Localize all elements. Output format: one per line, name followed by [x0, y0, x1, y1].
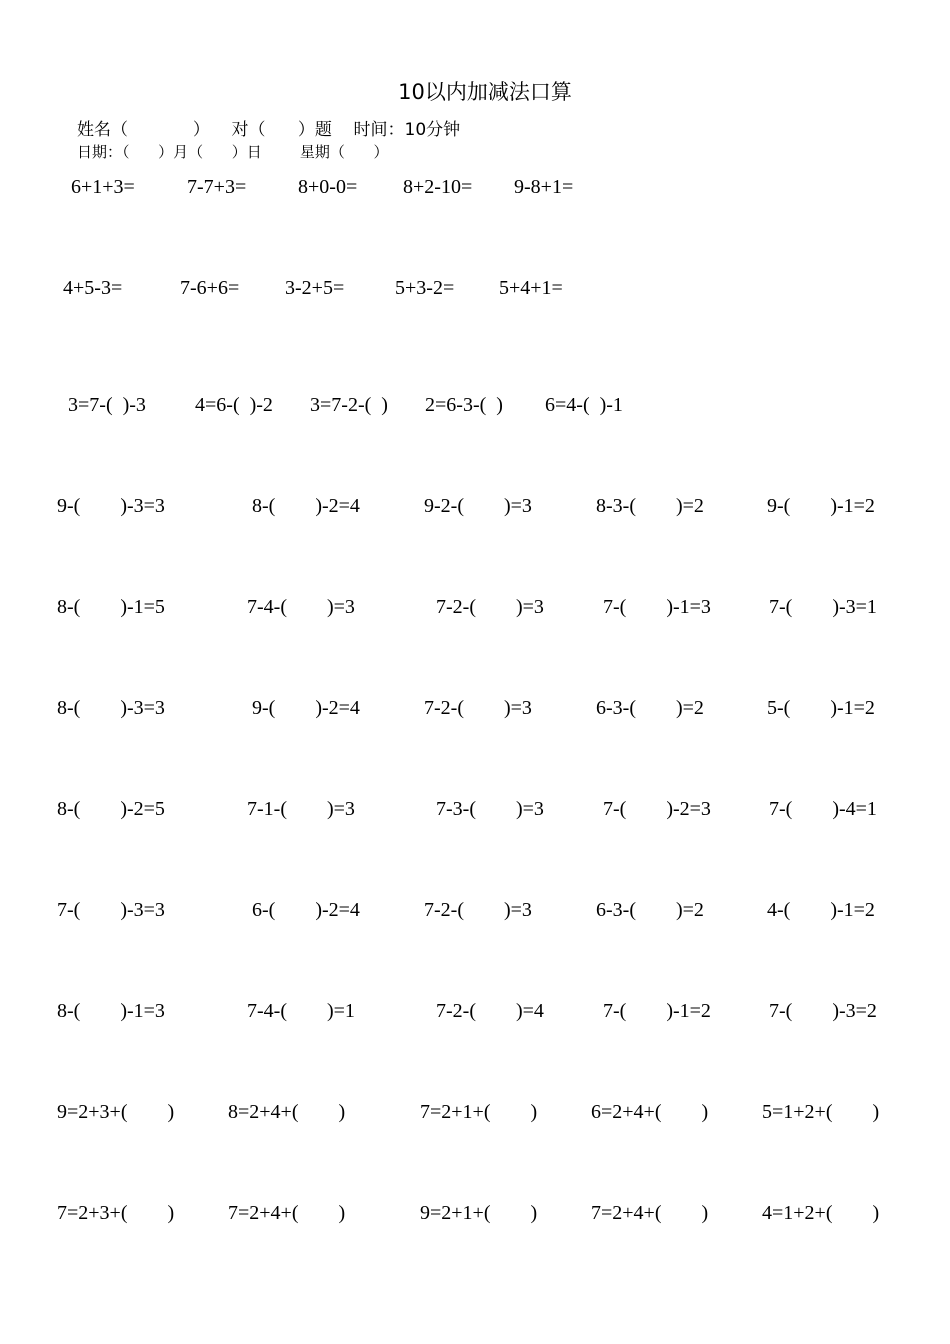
problem: 7-( )-3=3 — [57, 899, 165, 921]
page-title: 10以内加减法口算 — [398, 80, 572, 104]
problem-row — [0, 696, 950, 726]
problem: 9-8+1= — [514, 176, 574, 198]
problem: 3-2+5= — [285, 277, 345, 299]
problem: 7-( )-2=3 — [603, 798, 711, 820]
problem: 7-2-( )=3 — [424, 697, 532, 719]
problem: 9-( )-2=4 — [252, 697, 360, 719]
problem: 6=2+4+( ) — [591, 1101, 709, 1123]
problem: 6-3-( )=2 — [596, 899, 704, 921]
date-info-line: 日期：（ ）月（ ）日 星期（ ） — [77, 143, 389, 161]
problem: 4=1+2+( ) — [762, 1202, 880, 1224]
problem: 6+1+3= — [71, 176, 135, 198]
problem: 9-2-( )=3 — [424, 495, 532, 517]
problem: 9=2+1+( ) — [420, 1202, 538, 1224]
problem: 7=2+1+( ) — [420, 1101, 538, 1123]
problem: 7-( )-4=1 — [769, 798, 877, 820]
problem: 7-( )-3=1 — [769, 596, 877, 618]
problem: 8+2-10= — [403, 176, 473, 198]
problem-row — [0, 276, 950, 306]
problem: 7-2-( )=4 — [436, 1000, 544, 1022]
problem: 9=2+3+( ) — [57, 1101, 175, 1123]
problem: 4-( )-1=2 — [767, 899, 875, 921]
problem: 7-3-( )=3 — [436, 798, 544, 820]
problem-row — [0, 595, 950, 625]
problem: 5+4+1= — [499, 277, 563, 299]
problem-row — [0, 898, 950, 928]
problem: 4+5-3= — [63, 277, 123, 299]
problem: 8-( )-2=5 — [57, 798, 165, 820]
problem: 5-( )-1=2 — [767, 697, 875, 719]
problem: 6-3-( )=2 — [596, 697, 704, 719]
problem: 3=7-2-( ) — [310, 394, 388, 416]
problem: 8-3-( )=2 — [596, 495, 704, 517]
problem-row — [0, 999, 950, 1029]
problem: 7-4-( )=3 — [247, 596, 355, 618]
problem-row — [0, 1100, 950, 1130]
problem: 7=2+4+( ) — [591, 1202, 709, 1224]
problem: 8=2+4+( ) — [228, 1101, 346, 1123]
problem: 5=1+2+( ) — [762, 1101, 880, 1123]
problem: 9-( )-1=2 — [767, 495, 875, 517]
problem: 8-( )-3=3 — [57, 697, 165, 719]
problem: 7-4-( )=1 — [247, 1000, 355, 1022]
problem: 7-( )-1=2 — [603, 1000, 711, 1022]
problem: 2=6-3-( ) — [425, 394, 503, 416]
problem: 7-( )-3=2 — [769, 1000, 877, 1022]
problem: 7-6+6= — [180, 277, 240, 299]
problem: 8-( )-2=4 — [252, 495, 360, 517]
problem: 7=2+4+( ) — [228, 1202, 346, 1224]
problem: 7-7+3= — [187, 176, 247, 198]
problem: 8-( )-1=3 — [57, 1000, 165, 1022]
problem-row — [0, 494, 950, 524]
problem: 7-2-( )=3 — [424, 899, 532, 921]
problem: 7-2-( )=3 — [436, 596, 544, 618]
problem: 4=6-( )-2 — [195, 394, 273, 416]
problem: 8+0-0= — [298, 176, 358, 198]
problem: 7-( )-1=3 — [603, 596, 711, 618]
problem-row — [0, 797, 950, 827]
student-info-line: 姓名（ ） 对（ ）题 时间：10分钟 — [77, 120, 461, 140]
problem: 6=4-( )-1 — [545, 394, 623, 416]
problem: 6-( )-2=4 — [252, 899, 360, 921]
problem: 7-1-( )=3 — [247, 798, 355, 820]
problem: 9-( )-3=3 — [57, 495, 165, 517]
problem-row — [0, 393, 950, 423]
problem: 5+3-2= — [395, 277, 455, 299]
problem: 7=2+3+( ) — [57, 1202, 175, 1224]
problem-row — [0, 175, 950, 205]
problem: 8-( )-1=5 — [57, 596, 165, 618]
problem-row — [0, 1201, 950, 1231]
problem: 3=7-( )-3 — [68, 394, 146, 416]
